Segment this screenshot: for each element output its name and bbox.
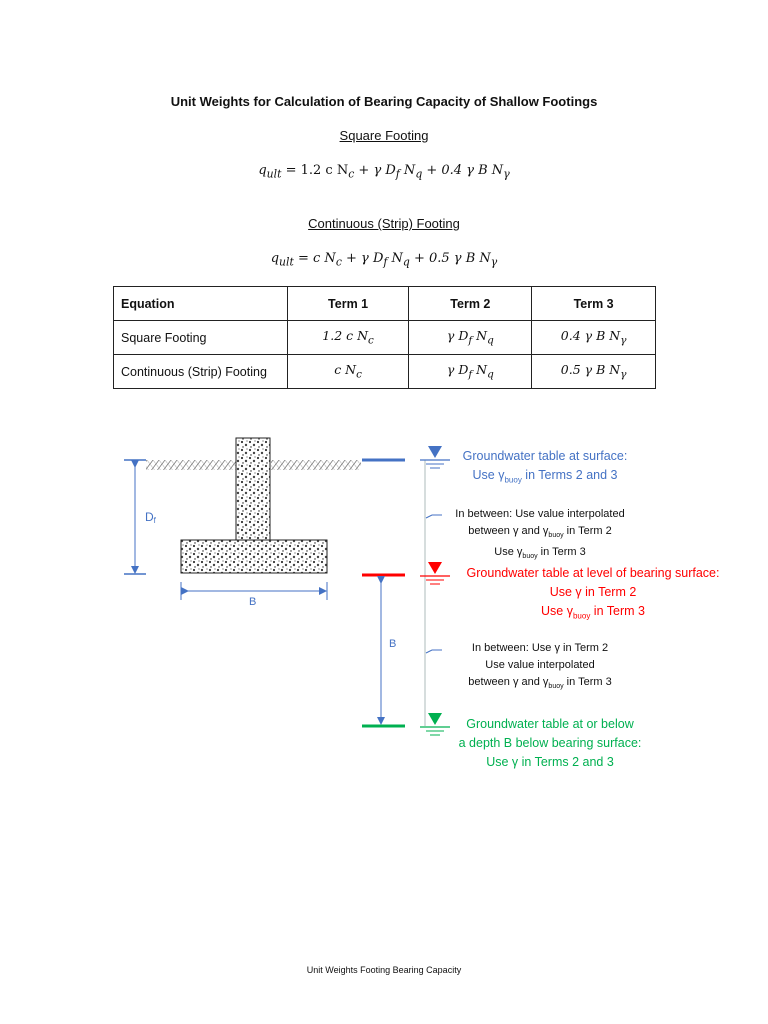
- strip-footing-equation: $q_{ult} = c$ $N_c + \gamma$ $D_f$ $N_q + 0.5$ γ B $N_\gamma$: [270, 251, 498, 269]
- page-title: Unit Weights for Calculation of Bearing Capacity of Shallow Footings: [170, 94, 598, 109]
- table-cell-term2: γ $D_f$ $N_q$: [409, 355, 532, 389]
- table-cell-term1: 1.2 c $N_c$: [287, 321, 409, 355]
- table-cell-term2: γ $D_f$ $N_q$: [409, 321, 532, 355]
- table-cell-term3: 0.5 γ B $N_\gamma$: [532, 355, 656, 389]
- table-header-cell: Equation: [114, 287, 288, 321]
- label-between-surface-and-bearing: In between: Use value interpolated between γ and $\gamma_{buoy}$ in Term 2 Use $\gamma_{buoy}$ in Term 3: [455, 508, 625, 561]
- b-depth-label: B: [389, 638, 397, 650]
- ground-hatch-left: [146, 460, 236, 470]
- b-width-label: B: [249, 596, 257, 608]
- footing-column: [236, 438, 270, 540]
- square-footing-equation: $q_{ult} = 1.2$ c $N_c + \gamma$ $D_f$ $N_q + 0.4$ γ B $N_\gamma$: [258, 163, 510, 181]
- square-footing-heading: Square Footing: [339, 128, 429, 143]
- table-cell-label: Continuous (Strip) Footing: [114, 355, 288, 389]
- table-header-cell: Term 1: [287, 287, 409, 321]
- label-water-at-surface: Groundwater table at surface: Use $\gamma_{buoy}$ in Terms 2 and 3: [462, 449, 628, 485]
- label-water-below-depth-b: Groundwater table at or below a depth B below bearing surface: Use γ in Terms 2 and 3: [458, 717, 642, 769]
- label-water-at-bearing: Groundwater table at level of bearing surface: Use γ in Term 2 Use $\gamma_{buoy}$ in Term 3: [466, 566, 720, 621]
- strip-footing-heading: Continuous (Strip) Footing: [308, 216, 460, 231]
- table-header-cell: Term 3: [532, 287, 656, 321]
- label-between-bearing-and-depth-b: In between: Use γ in Term 2 Use value interpolated between γ and $\gamma_{buoy}$ in Term 3: [468, 642, 612, 691]
- table-header-cell: Term 2: [409, 287, 532, 321]
- table-cell-term3: 0.4 γ B $N_\gamma$: [532, 321, 656, 355]
- page-footer: Unit Weights Footing Bearing Capacity: [306, 965, 462, 975]
- table-cell-label: Square Footing: [114, 321, 288, 355]
- table-cell-term1: c $N_c$: [287, 355, 409, 389]
- footing-base: [181, 540, 327, 573]
- ground-hatch-right: [271, 460, 361, 470]
- df-label: Df: [145, 510, 156, 525]
